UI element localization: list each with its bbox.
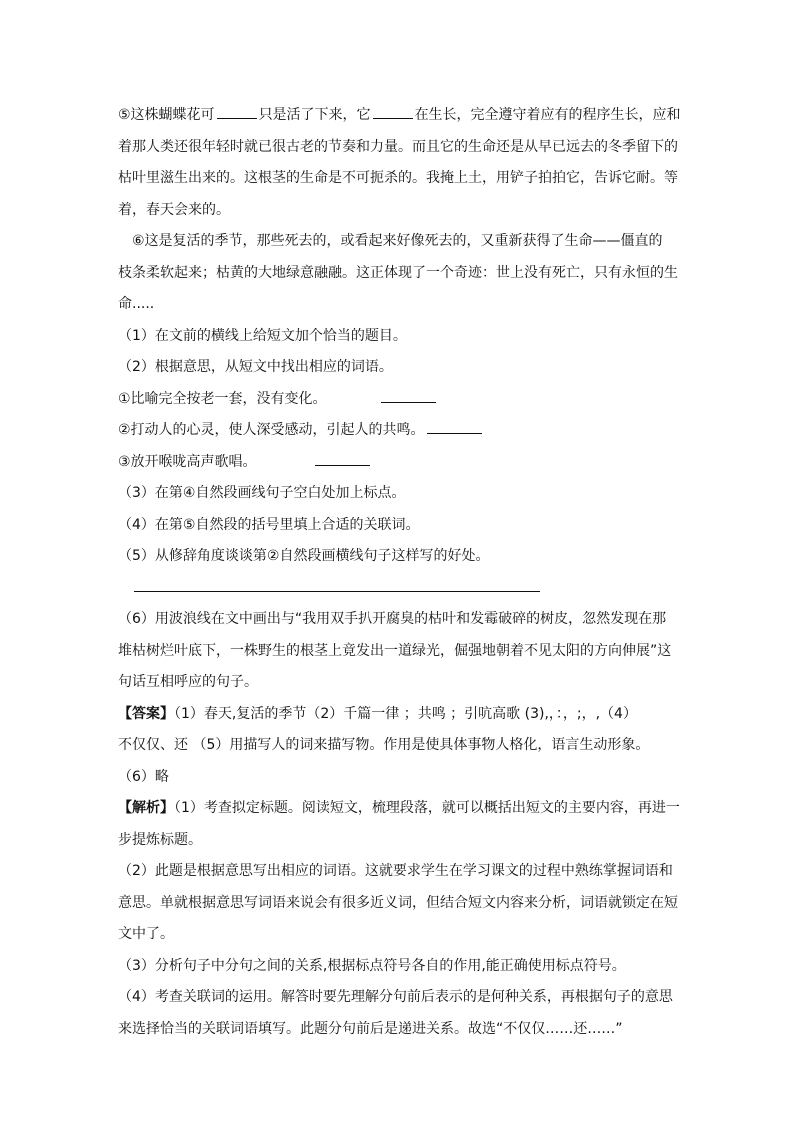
question-1: （1）在文前的横线上给短文加个恰当的题目。	[118, 327, 407, 344]
analysis-line-1	[118, 793, 678, 825]
question-6-line-2: 堆枯树烂叶底下，一株野生的根茎上竟发出一道绿光，倔强地朝着不见太阳的方向伸展”这	[118, 642, 672, 659]
question-2-item-2	[118, 415, 678, 447]
paragraph-6-line-2: 枝条柔软起来；枯黄的大地绿意融融。这正体现了一个奇迹：世上没有死亡，只有永恒的生	[118, 264, 678, 281]
answer-line-2: 不仅仅、还 （5）用描写人的词来描写物。作用是使具体事物人格化，语言生动形象。	[118, 737, 650, 753]
paragraph-5-line-4: 着，春天会来的。	[118, 201, 230, 218]
analysis-line-8: 来选择恰当的关联词语填写。此题分句前后是递进关系。故选“不仅仅……还……”	[118, 1020, 623, 1037]
question-2-item-3	[118, 447, 678, 479]
question-6-line-3: 句话互相呼应的句子。	[118, 674, 258, 690]
question-2: （2）根据意思，从短文中找出相应的词语。	[118, 359, 393, 375]
analysis-line-2: 步提炼标题。	[118, 831, 202, 848]
answer-line-1	[118, 699, 678, 731]
item-text: ②打动人的心灵，使人深受感动，引起人的共鸣。	[118, 422, 425, 438]
question-5-answer-line[interactable]	[118, 573, 678, 605]
analysis-text: （1）考查拟定标题。阅读短文，梳理段落，就可以概括出短文的主要内容，再进一	[174, 800, 680, 816]
answer-blank[interactable]	[381, 388, 436, 403]
text-segment: 只是活了下来，它	[258, 107, 371, 123]
text-segment: ⑤这株蝴蝶花可	[118, 107, 215, 123]
paragraph-5-line-2: 着那人类还很年轻时就已很古老的节奏和力量。而且它的生命还是从早已远去的冬季留下的	[118, 138, 678, 155]
analysis-line-5: 文中了。	[118, 926, 174, 942]
answer-rule	[134, 591, 540, 592]
paragraph-6-line-3: 命.....	[118, 296, 155, 312]
paragraph-6-line-1: ⑥这是复活的季节，那些死去的，或看起来好像死去的，又重新获得了生命——僵直的	[132, 233, 663, 249]
fill-blank[interactable]	[217, 104, 257, 119]
paragraph-5-line-3: 枯叶里滋生出来的。这根茎的生命是不可扼杀的。我掩上土，用铲子拍拍它，告诉它耐。等	[118, 170, 678, 186]
question-5: （5）从修辞角度谈谈第②自然段画横线句子这样写的好处。	[118, 548, 490, 564]
question-2-item-1	[118, 384, 678, 416]
question-4: （4）在第⑤自然段的括号里填上合适的关联词。	[118, 516, 420, 533]
text-segment: 在生长，完全遵守着应有的程序生长，应和	[414, 107, 681, 123]
paragraph-5-line-1	[118, 100, 681, 132]
answer-line-3: （6）略	[118, 768, 169, 785]
answer-label: 【答案】	[118, 705, 174, 722]
question-3: （3）在第④自然段画线句子空白处加上标点。	[118, 485, 406, 501]
analysis-line-4: 意思。单就根据意思写词语来说会有很多近义词，但结合短文内容来分析，词语就锁定在短	[118, 894, 678, 911]
analysis-line-6: （3）分析句子中分句之间的关系,根据标点符号各自的作用,能正确使用标点符号。	[118, 957, 626, 974]
item-text: ①比喻完全按老一套，没有变化。	[118, 390, 327, 407]
answer-blank[interactable]	[427, 419, 482, 434]
analysis-line-3: （2）此题是根据意思写出相应的词语。这就要求学生在学习课文的过程中熟练掌握词语和	[118, 863, 673, 879]
answer-text: （1）春天,复活的季节（2）千篇一律 ；共鸣 ；引吭高歌 (3),，：，;，,（4）	[174, 705, 637, 722]
analysis-line-7: （4）考查关联词的运用。解答时要先理解分句前后表示的是何种关系，再根据句子的意思	[118, 989, 673, 1005]
fill-blank[interactable]	[373, 104, 413, 119]
answer-blank[interactable]	[315, 451, 370, 466]
item-text: ③放开喉咙高声歌唱。	[118, 453, 257, 470]
document-page	[118, 100, 681, 1045]
analysis-label: 【解析】	[118, 800, 174, 816]
question-6-line-1: （6）用波浪线在文中画出与“我用双手扒开腐臭的枯叶和发霉破碎的树皮，忽然发现在那	[118, 611, 667, 627]
